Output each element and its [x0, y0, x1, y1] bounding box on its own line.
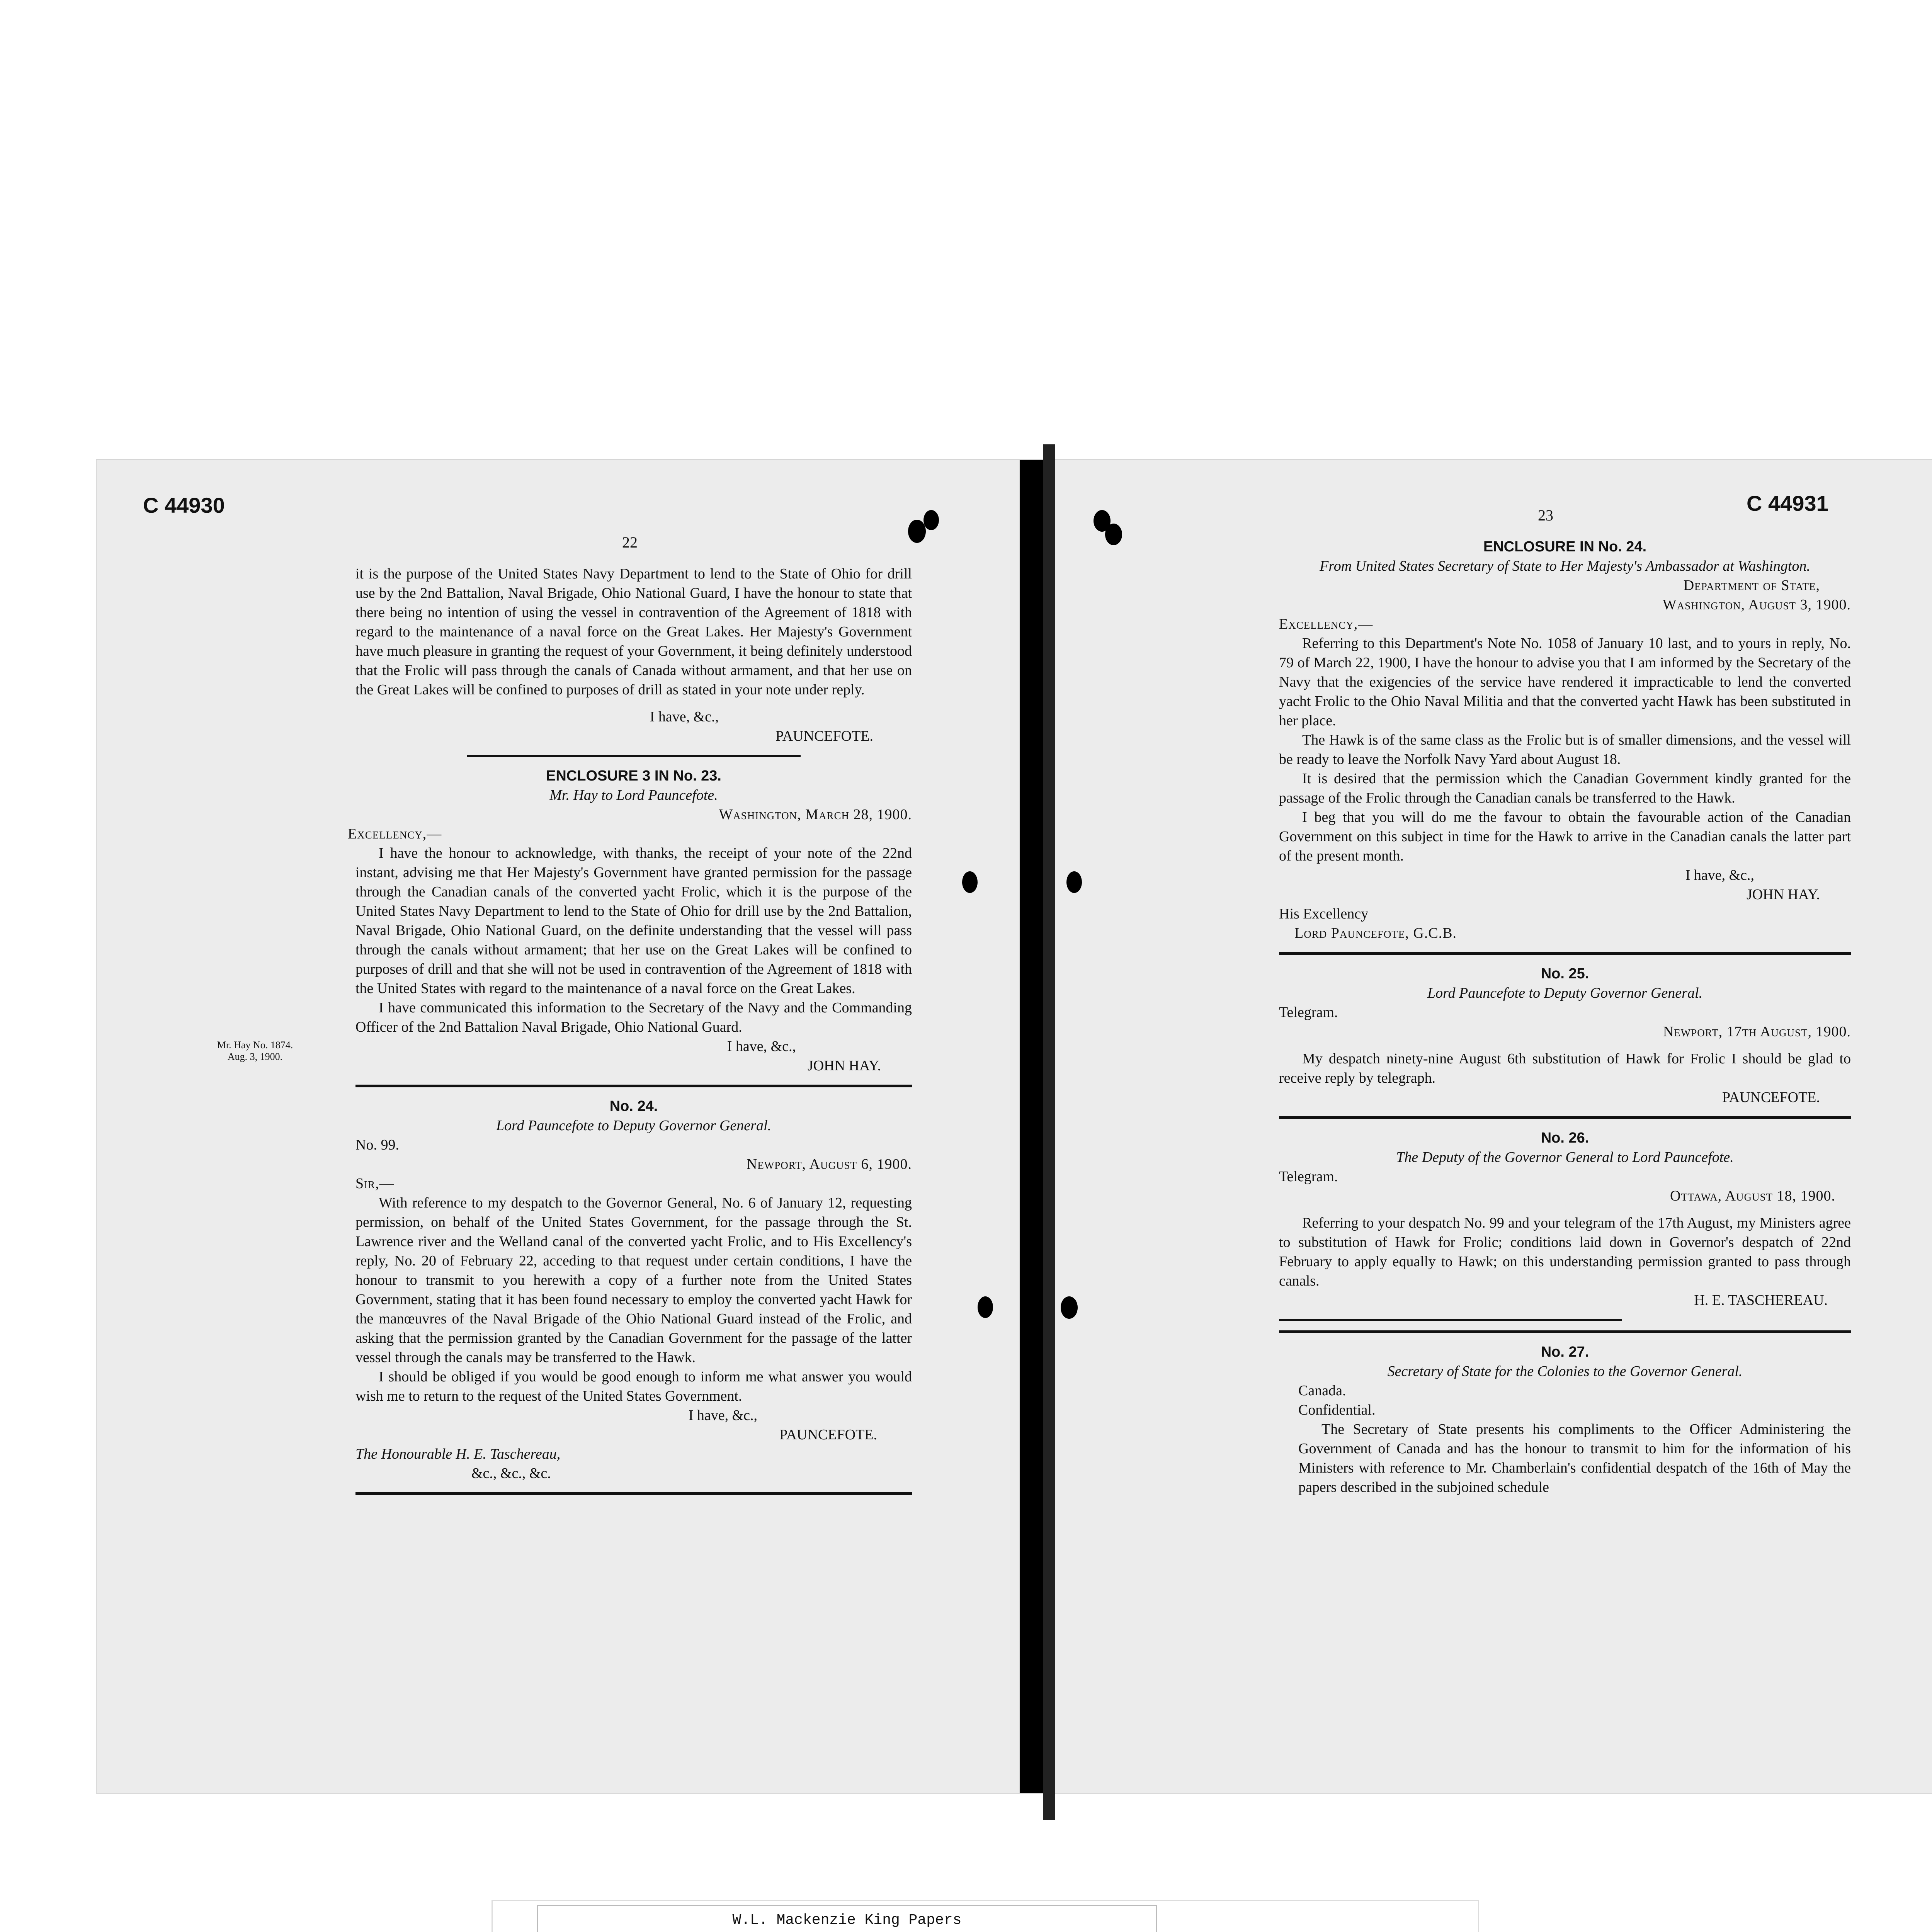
- enclosure3-closing: I have, &c.,: [727, 1038, 796, 1054]
- no24-ref: No. 99.: [355, 1137, 399, 1153]
- closing-1: I have, &c.,: [650, 709, 719, 725]
- no25-signature: PAUNCEFOTE.: [1722, 1089, 1820, 1105]
- punch-hole: [1105, 524, 1122, 545]
- left-column: [348, 564, 912, 1504]
- no24-salutation: Sir,—: [355, 1175, 395, 1192]
- continuation-text: it is the purpose of the United States Navy Department to lend to the State of Ohio for drill use by the 2nd Battalion, Naval Brigade, Ohio National Guard, I have the honour to state that there being no intention of using the vessel in contravention of the Agreement of 1818 with regard to the maintenance of a naval force on the Great Lakes. Her Majesty's Government have much pleasure in granting the request of your Government, it being definitely understood that the Frolic will pass through the canals of Canada without armament, and that her use on the Great Lakes will be confined to purposes of drill as stated in your note under reply.: [355, 566, 912, 698]
- enclosure24-subheading: From United States Secretary of State to Her Majesty's Ambassador at Washington.: [1320, 558, 1810, 574]
- right-catalogue-number: C 44931: [1747, 491, 1828, 515]
- no24-para2: I should be obliged if you would be good enough to inform me what answer you would wish me to return to the request of the United States Government.: [355, 1369, 912, 1404]
- no24-addressee1: The Honourable H. E. Taschereau,: [355, 1446, 561, 1462]
- enclosure24-para2: The Hawk is of the same class as the Frolic but is of smaller dimensions, and the vessel will be ready to leave the Norfolk Navy Yard about August 18.: [1279, 732, 1851, 767]
- divider: [1279, 1330, 1851, 1333]
- no25-dateline: Newport, 17th August, 1900.: [1663, 1024, 1851, 1040]
- no26-subheading: The Deputy of the Governor General to Lord Pauncefote.: [1396, 1149, 1734, 1165]
- no27-heading: No. 27.: [1541, 1344, 1589, 1360]
- divider: [467, 755, 801, 757]
- no24-dateline: Newport, August 6, 1900.: [746, 1156, 912, 1172]
- binding-edge: [1043, 444, 1055, 1820]
- enclosure3-salutation: Excellency,—: [348, 826, 442, 842]
- enclosure3-subheading: Mr. Hay to Lord Pauncefote.: [549, 787, 718, 803]
- no26-type: Telegram.: [1279, 1168, 1338, 1185]
- right-column: [1279, 537, 1851, 1497]
- no24-closing: I have, &c.,: [688, 1407, 757, 1423]
- punch-hole: [962, 871, 978, 893]
- collection-line1: W.L. Mackenzie King Papers: [732, 1912, 962, 1929]
- divider: [1279, 1319, 1622, 1321]
- no24-heading: No. 24.: [609, 1098, 658, 1114]
- enclosure24-dept: Department of State,: [1683, 577, 1820, 594]
- no25-para1: My despatch ninety-nine August 6th substitution of Hawk for Frolic I should be glad to receive reply by telegraph.: [1279, 1051, 1851, 1086]
- punch-hole: [978, 1296, 993, 1318]
- no24-para1: With reference to my despatch to the Governor General, No. 6 of January 12, requesting permission, on behalf of the United States Government, for the passage through the St. Lawrence river and the Welland canal of the converted yacht Frolic, and to His Excellency's reply, No. 20 of February 22, acceding to that request under certain conditions, I have the honour to transmit to you herewith a copy of a further note from the United States Government, stating that it has been found necessary to employ the converted yacht Hawk for the manœuvres of the Naval Brigade of the Ohio National Guard instead of the Frolic, and asking that the permission granted by the Canadian Government for the passage of the latter vessel through the canals may be transferred to the Hawk.: [355, 1195, 912, 1366]
- punch-hole: [908, 520, 926, 543]
- enclosure24-signature: JOHN HAY.: [1746, 886, 1820, 903]
- no25-subheading: Lord Pauncefote to Deputy Governor General.: [1427, 985, 1702, 1001]
- right-page-number: 23: [1538, 507, 1553, 524]
- no24-addressee2: &c., &c., &c.: [471, 1465, 551, 1481]
- enclosure24-para1: Referring to this Department's Note No. 1058 of January 10 last, and to yours in reply, No. 79 of March 22, 1900, I have the honour to advise you that I am informed by the Secretary of the Navy that the exigencies of the service have rendered it impracticable to lend the converted yacht Frolic to the Ohio Naval Militia and that the converted yacht Hawk has been substituted in her place.: [1279, 635, 1851, 729]
- divider: [1279, 1116, 1851, 1119]
- enclosure24-closing: I have, &c.,: [1685, 867, 1754, 883]
- no26-dateline: Ottawa, August 18, 1900.: [1670, 1188, 1835, 1204]
- enclosure3-signature: JOHN HAY.: [807, 1058, 881, 1074]
- no25-type: Telegram.: [1279, 1004, 1338, 1020]
- no27-subheading: Secretary of State for the Colonies to the Governor General.: [1387, 1363, 1743, 1379]
- no25-heading: No. 25.: [1541, 966, 1589, 982]
- no24-signature: PAUNCEFOTE.: [779, 1427, 877, 1443]
- divider: [355, 1492, 912, 1495]
- left-page-number: 22: [622, 534, 638, 551]
- no26-signature: H. E. TASCHEREAU.: [1694, 1292, 1828, 1308]
- enclosure24-salutation: Excellency,—: [1279, 616, 1373, 632]
- collection-tag: [537, 1905, 1157, 1932]
- left-catalogue-number: C 44930: [143, 493, 225, 517]
- enclosure3-heading: ENCLOSURE 3 IN No. 23.: [546, 768, 721, 784]
- enclosure3-dateline: Washington, March 28, 1900.: [719, 806, 912, 823]
- enclosure3-para2: I have communicated this information to the Secretary of the Navy and the Commanding Officer of the 2nd Battalion Naval Brigade, Ohio National Guard.: [355, 1000, 912, 1035]
- no27-place: Canada.: [1298, 1383, 1346, 1399]
- punch-hole: [923, 510, 939, 530]
- punch-hole: [1066, 871, 1082, 893]
- signature-1: PAUNCEFOTE.: [775, 728, 873, 744]
- no26-para1: Referring to your despatch No. 99 and your telegram of the 17th August, my Ministers agree to substitution of Hawk for Frolic; conditions laid down in Governor's despatch of 22nd February to apply equally to Hawk; on this understanding permission granted to pass through canals.: [1279, 1215, 1851, 1289]
- divider: [355, 1085, 912, 1087]
- margin-note: Mr. Hay No. 1874. Aug. 3, 1900.: [217, 1039, 293, 1062]
- no27-classification: Confidential.: [1298, 1402, 1376, 1418]
- enclosure24-addressee2: Lord Pauncefote, G.C.B.: [1294, 925, 1457, 941]
- enclosure24-para4: I beg that you will do me the favour to obtain the favourable action of the Canadian Government on this subject in time for the Hawk to arrive in the Canadian canals the latter part of the present month.: [1279, 809, 1851, 864]
- divider: [1279, 952, 1851, 955]
- enclosure24-addressee1: His Excellency: [1279, 906, 1369, 922]
- enclosure3-para1: I have the honour to acknowledge, with thanks, the receipt of your note of the 22nd instant, advising me that Her Majesty's Government have granted permission for the passage through the Canadian canals of the converted yacht Frolic, which it is the purpose of the United States Navy Department to lend to the State of Ohio for drill use by the 2nd Battalion, Naval Brigade, Ohio National Guard, on the definite understanding that the vessel will pass through the canals without armament; that her use on the Great Lakes will be confined to purposes of drill and that she will not be used in contravention of the Agreement of 1818 with the United States with regard to the maintenance of a naval force on the Great Lakes.: [355, 845, 912, 997]
- enclosure24-para3: It is desired that the permission which the Canadian Government kindly granted for the passage of the Frolic through the Canadian canals be transferred to the Hawk.: [1279, 770, 1851, 806]
- enclosure24-dateline: Washington, August 3, 1900.: [1662, 597, 1851, 613]
- no27-para1: The Secretary of State presents his compliments to the Officer Administering the Government of Canada and has the honour to transmit to him for the information of his Ministers with reference to Mr. Chamberlain's confidential despatch of the 16th of May the papers described in the subjoined schedule: [1298, 1421, 1851, 1495]
- no26-heading: No. 26.: [1541, 1130, 1589, 1146]
- no24-subheading: Lord Pauncefote to Deputy Governor General.: [496, 1117, 771, 1134]
- punch-hole: [1061, 1296, 1078, 1319]
- enclosure24-heading: ENCLOSURE IN No. 24.: [1483, 539, 1647, 555]
